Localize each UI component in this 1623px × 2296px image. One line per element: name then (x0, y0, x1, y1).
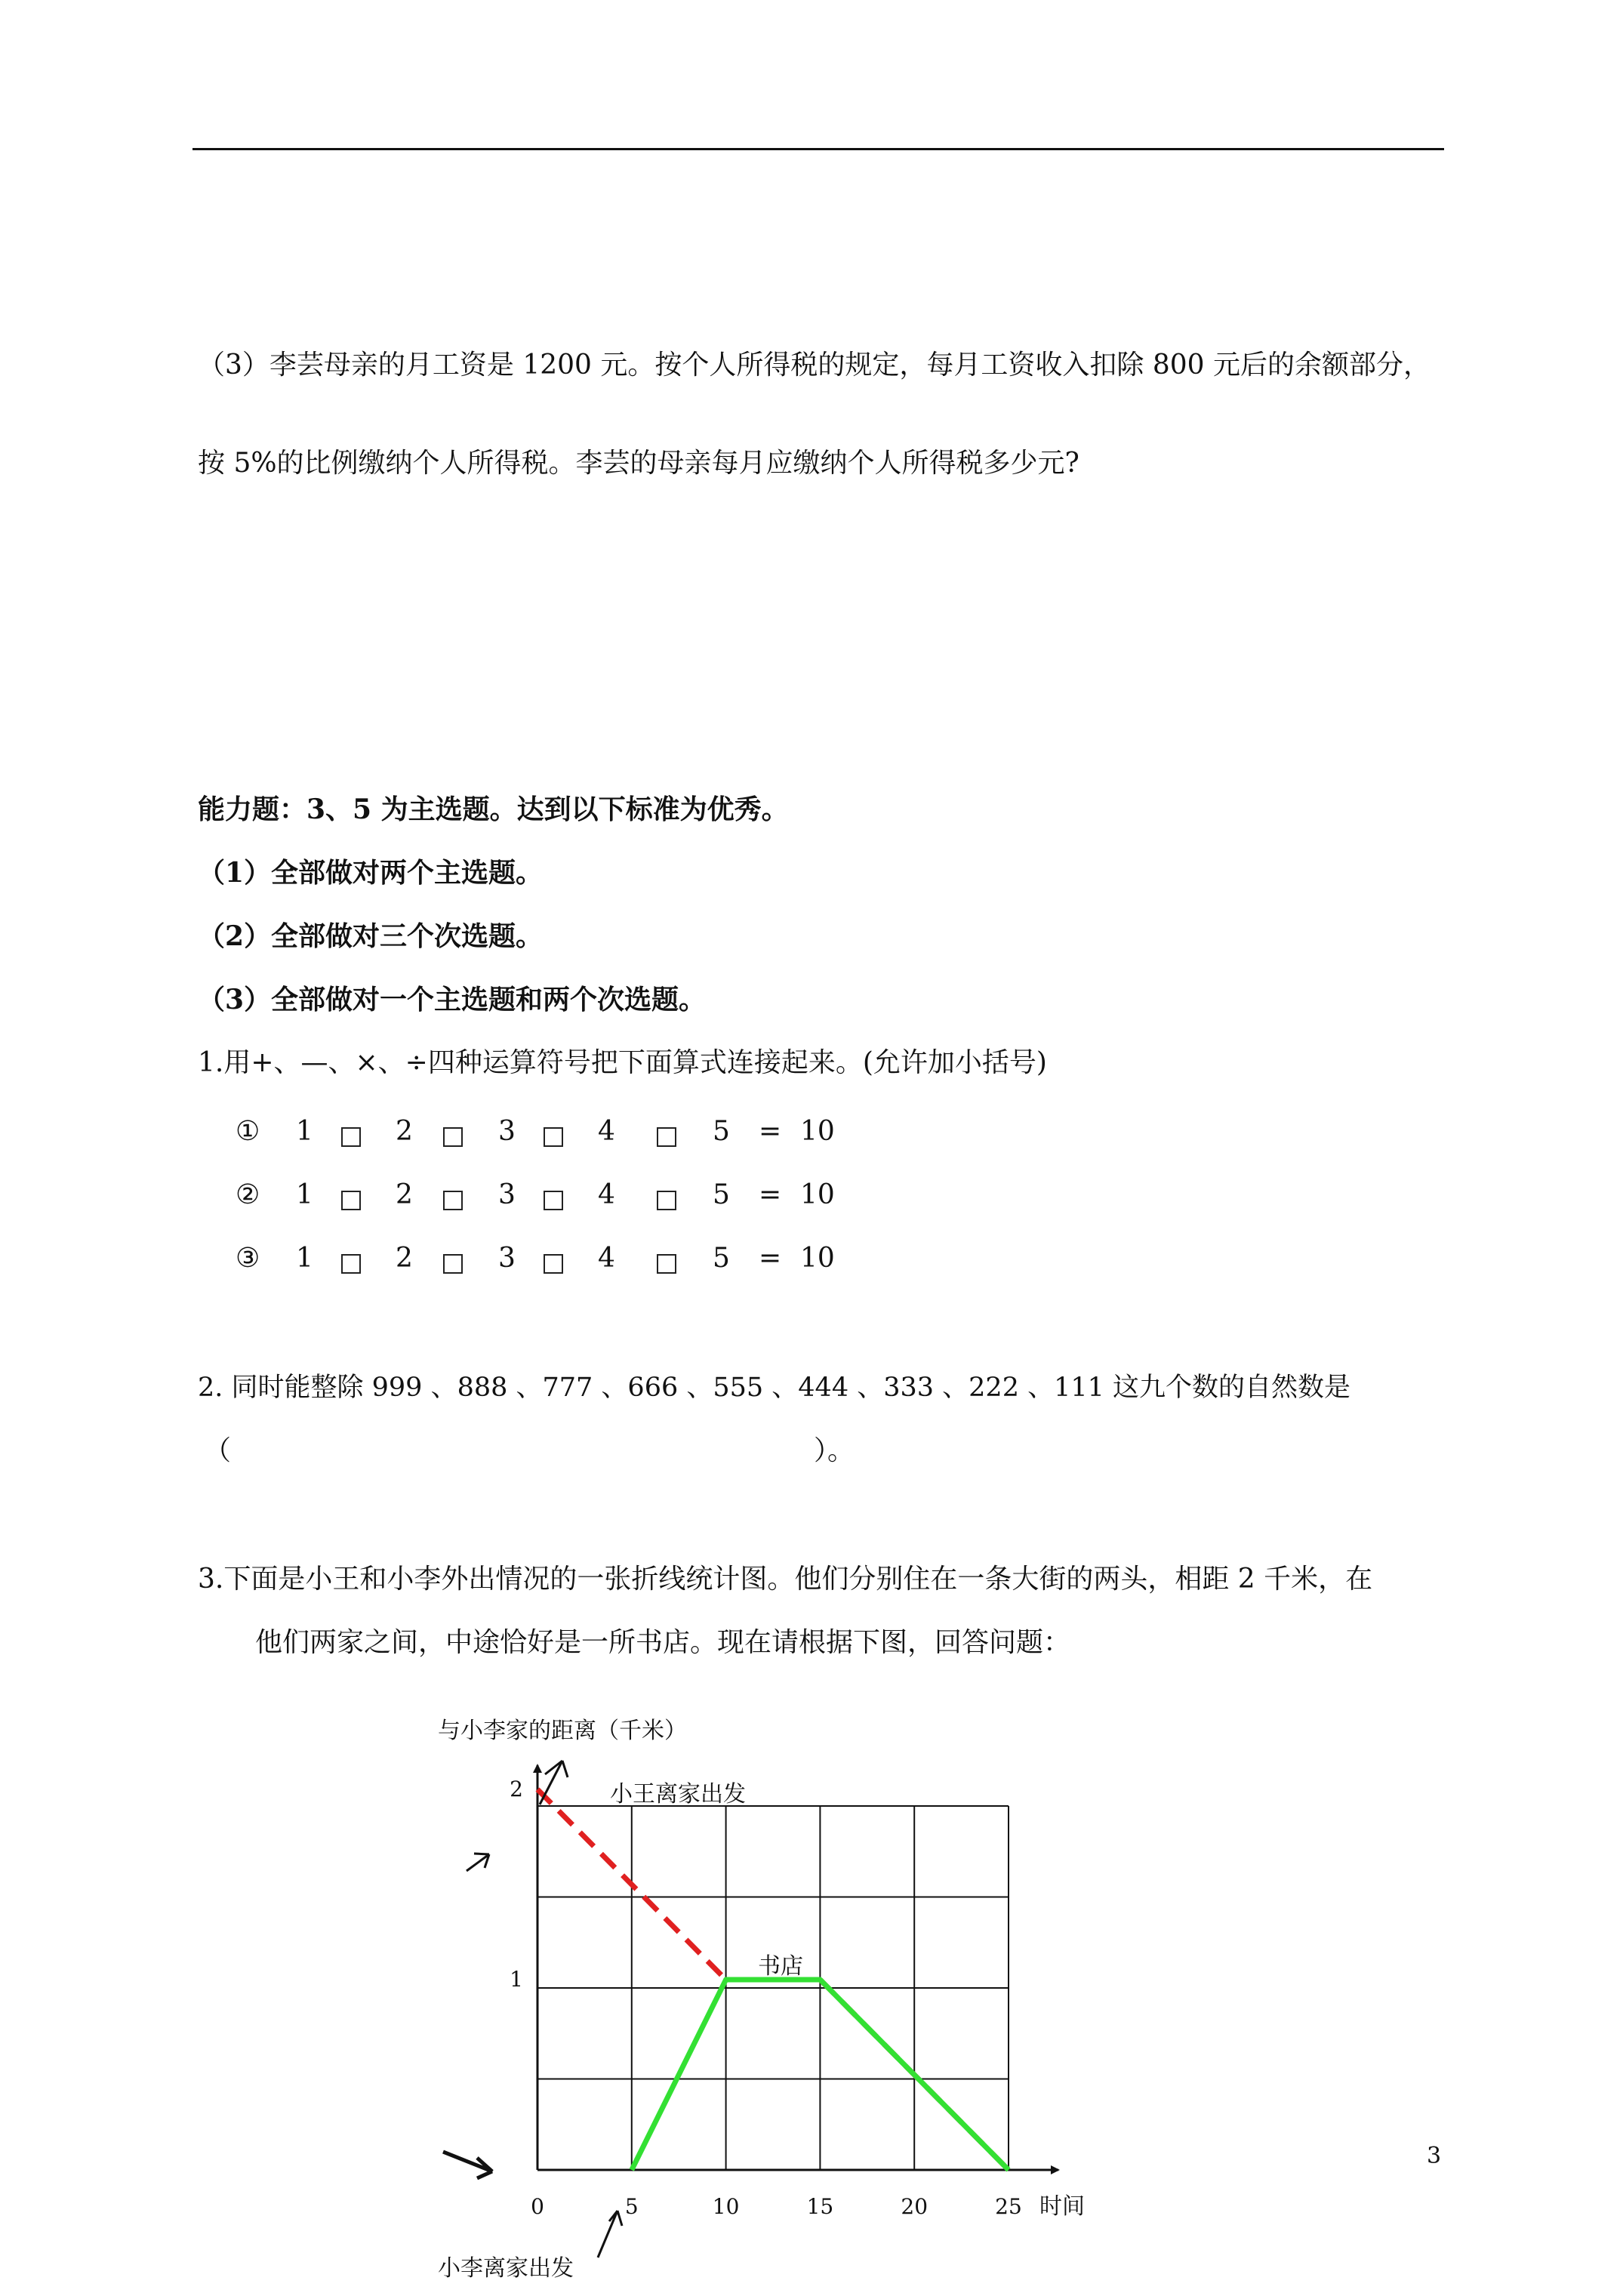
x-tick-label: 20 (901, 2194, 929, 2219)
pointer-arrow-icon (443, 2152, 492, 2178)
equals-sign: = (759, 1243, 782, 1274)
y-tick-label: 1 (510, 1967, 523, 1992)
ability-criterion-1: （1）全部做对两个主选题。 (198, 857, 544, 889)
result: 10 (800, 1179, 835, 1210)
num-2: 2 (396, 1116, 413, 1147)
num-4: 4 (598, 1179, 615, 1210)
result: 10 (800, 1243, 835, 1274)
y-tick-label: 2 (510, 1777, 523, 1801)
q3-part3-line2: 按 5%的比例缴纳个人所得税。李芸的母亲每月应缴纳个人所得税多少元? (198, 448, 1079, 479)
num-5: 5 (713, 1243, 730, 1274)
num-3: 3 (498, 1243, 516, 1274)
problem3-line1: 3.下面是小王和小李外出情况的一张折线统计图。他们分别住在一条大街的两头，相距 2 千米，在 (198, 1564, 1373, 1595)
problem1-prompt: 1.用+、—、×、÷四种运算符号把下面算式连接起来。(允许加小括号) (198, 1047, 1047, 1078)
x-tick-label: 15 (806, 2194, 834, 2219)
num-5: 5 (713, 1116, 730, 1147)
pointer-arrow-icon (467, 1854, 489, 1871)
ability-criterion-3: （3）全部做对一个主选题和两个次选题。 (198, 984, 707, 1015)
num-2: 2 (396, 1243, 413, 1274)
page-number: 3 (1427, 2143, 1442, 2169)
problem2-line1: 2. 同时能整除 999 、888 、777 、666 、555 、444 、333 、222 、111 这九个数的自然数是 (198, 1373, 1351, 1403)
x-axis-label: 时间 (1039, 2193, 1085, 2220)
row-marker: ① (236, 1116, 260, 1147)
annotation-bookstore: 书店 (758, 1953, 803, 1980)
annotation-wang-start: 小王离家出发 (610, 1781, 746, 1808)
y-axis-pointer-arrow-icon (540, 1761, 568, 1804)
ability-heading: 能力题：3、5 为主选题。达到以下标准为优秀。 (198, 794, 789, 825)
x-tick-label: 10 (712, 2194, 740, 2219)
num-1: 1 (296, 1243, 313, 1274)
num-4: 4 (598, 1243, 615, 1274)
row-marker: ③ (236, 1243, 260, 1274)
num-1: 1 (296, 1116, 313, 1147)
num-3: 3 (498, 1116, 516, 1147)
problem2-open-paren: （ (204, 1435, 232, 1466)
equals-sign: = (759, 1179, 782, 1210)
result: 10 (800, 1116, 835, 1147)
num-4: 4 (598, 1116, 615, 1147)
row-marker: ② (236, 1179, 260, 1210)
num-3: 3 (498, 1179, 516, 1210)
num-5: 5 (713, 1179, 730, 1210)
annotation-li-start: 小李离家出发 (438, 2255, 574, 2282)
equals-sign: = (759, 1116, 782, 1147)
ability-criterion-2: （2）全部做对三个次选题。 (198, 920, 544, 952)
num-2: 2 (396, 1179, 413, 1210)
x-tick-label: 0 (531, 2194, 544, 2219)
problem2-close-paren: ）。 (814, 1435, 855, 1466)
problem3-line2: 他们两家之间，中途恰好是一所书店。现在请根据下图，回答问题： (255, 1627, 1071, 1658)
x-tick-label: 25 (995, 2194, 1022, 2219)
y-axis-label: 与小李家的距离（千米） (438, 1718, 687, 1744)
q3-part3-line1: （3）李芸母亲的月工资是 1200 元。按个人所得税的规定，每月工资收入扣除 800 元后的余额部分， (198, 350, 1431, 381)
x-tick-label: 5 (624, 2194, 639, 2219)
pointer-arrow-icon (598, 2211, 622, 2257)
num-1: 1 (296, 1179, 313, 1210)
